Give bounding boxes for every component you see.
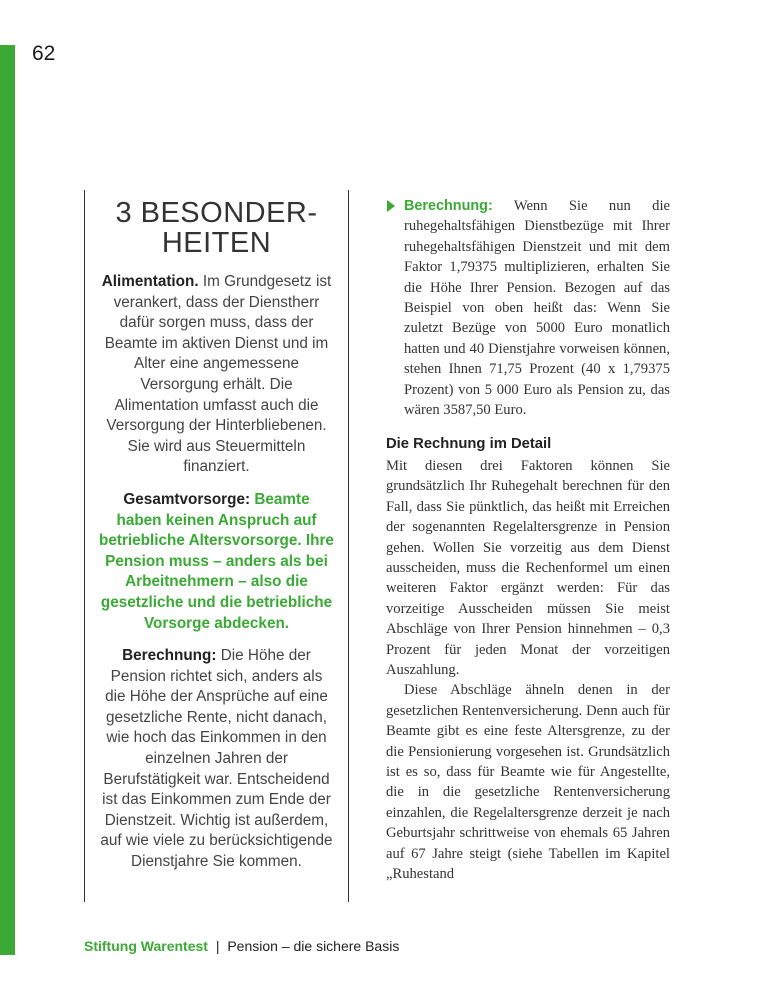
main-text-column — [386, 196, 670, 884]
page-footer — [84, 938, 399, 954]
footer-separator: | — [215, 938, 220, 954]
box-item-text: Im Grundgesetz ist verankert, dass der Dienstherr dafür sorgen muss, dass der Beamte im aktiven Dienst und im Alter eine angemessene Versorgung erhält. Die Alimentation umfasst auch die Versorgung der Hinterbliebenen. Sie wird aus Steuermitteln finanziert. — [104, 273, 332, 476]
box-title-line-2: HEITEN — [161, 227, 272, 259]
box-item-berechnung — [99, 646, 334, 873]
box-item-text: Beamte haben keinen Anspruch auf betriebliche Altersvorsorge. Ihre Pension muss – anders als bei Arbeitnehmern – also die gesetzliche und die betriebliche Vorsorge abdecken. — [99, 490, 334, 632]
page-edge-accent-bar — [0, 45, 15, 955]
box-item-label: Gesamtvorsorge: — [123, 490, 251, 508]
page-number: 62 — [32, 42, 56, 65]
box-item-label: Berechnung: — [122, 647, 217, 665]
bullet-label: Berechnung: — [404, 198, 493, 214]
box-item-gesamtvorsorge — [99, 490, 334, 634]
body-paragraph-2: Diese Abschläge ähneln denen in der gesetzlichen Rentenversicherung. Denn auch für Beamte gibt es eine feste Altersgrenze, zu der die Pensionierung vorgesehen ist. Grundsätzlich ist es so, dass für Beamte wie für Angestellte, die in die gesetzliche Rentenversicherung einzahlen, die Regelaltersgrenze derzeit je nach Geburtsjahr schrittweise von ehemals 65 Jahren auf 67 Jahre steigt (siehe Tabellen im Kapitel „Ruhestand — [386, 682, 670, 882]
bullet-item-berechnung — [386, 196, 670, 420]
box-title — [99, 198, 334, 258]
section-heading: Die Rechnung im Detail — [386, 436, 552, 453]
box-item-text: Die Höhe der Pension richtet sich, anders als die Höhe der Ansprüche auf eine gesetzliche Rente, nicht danach, wie hoch das Einkommen in den einzelnen Jahren der Berufstätigkeit war. Entscheidend ist das Einkommen zum Ende der Dienstzeit. Wichtig ist außerdem, auf wie viele zu berücksichtigende Dienstjahre Sie kommen. — [100, 647, 333, 871]
triangle-bullet-icon — [387, 200, 395, 212]
footer-book-title: Pension – die sichere Basis — [227, 938, 400, 954]
body-paragraph-1: Mit diesen drei Faktoren können Sie grundsätzlich Ihr Ruhegehalt berechnen für den Fall, dass Sie pünktlich, das heißt mit Erreichen der sogenannten Regelaltersgrenze in Pension gehen. Wollen Sie vorzeitig aus dem Dienst ausscheiden, muss die Rechenformel um einen weiteren Faktor ergänzt werden: Für das vorzeitige Ausscheiden müssen Sie meist Abschläge von Ihrer Pension hinnehmen – 0,3 Prozent für jeden Monat der vorzeitigen Auszahlung. — [386, 457, 670, 678]
box-item-label: Alimentation. — [101, 273, 199, 290]
footer-brand: Stiftung Warentest — [84, 938, 208, 954]
box-title-line-1: 3 BESONDER- — [115, 197, 318, 229]
bullet-body: Wenn Sie nun die ruhegehaltsfähigen Dienstbezüge mit Ihrer ruhegehaltsfähigen Dienstzeit und mit dem Faktor 1,79375 multiplizieren, erhalten Sie die Höhe Ihrer Pension. Bezogen auf das Beispiel von oben heißt das: Wenn Sie zuletzt Bezüge von 5000 Euro monatlich hatten und 40 Dienstjahre vorweisen können, stehen Ihnen 71,75 Prozent (40 x 1,79375 Prozent) von 5 000 Euro als Pension zu, das wären 3587,50 Euro. — [404, 198, 670, 419]
sidebar-box-besonderheiten — [84, 190, 349, 902]
bullet-text — [404, 196, 670, 420]
box-item-alimentation — [99, 272, 334, 478]
